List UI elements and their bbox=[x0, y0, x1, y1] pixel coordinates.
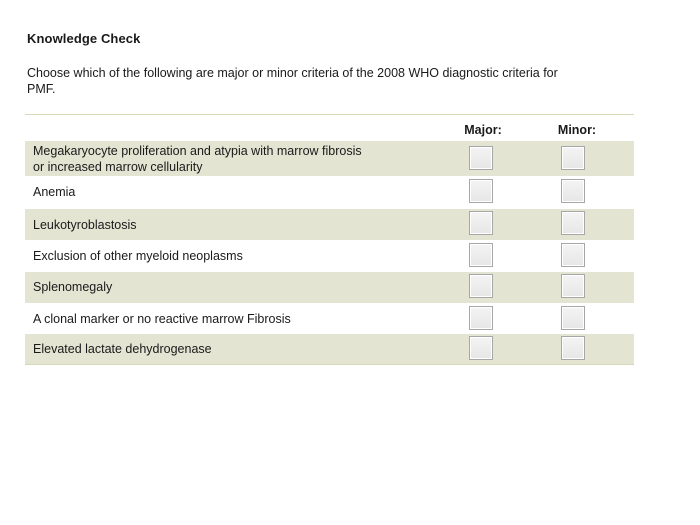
table-row bbox=[25, 240, 634, 272]
table-row bbox=[25, 141, 634, 176]
minor-checkbox[interactable] bbox=[561, 336, 585, 360]
table-row bbox=[25, 176, 634, 209]
major-checkbox[interactable] bbox=[469, 274, 493, 298]
major-column-header: Major: bbox=[464, 123, 502, 137]
criterion-label: Leukotyroblastosis bbox=[33, 218, 137, 232]
minor-checkbox[interactable] bbox=[561, 146, 585, 170]
major-checkbox[interactable] bbox=[469, 211, 493, 235]
minor-checkbox[interactable] bbox=[561, 211, 585, 235]
minor-checkbox[interactable] bbox=[561, 274, 585, 298]
criterion-label: Elevated lactate dehydrogenase bbox=[33, 342, 212, 356]
criteria-table bbox=[25, 114, 634, 365]
major-checkbox[interactable] bbox=[469, 336, 493, 360]
instructions-text: Choose which of the following are major or minor criteria of the 2008 WHO diagnostic criteria for PMF. bbox=[27, 66, 558, 96]
page-title: Knowledge Check bbox=[27, 31, 141, 46]
table-row bbox=[25, 272, 634, 303]
criterion-label: Anemia bbox=[33, 185, 76, 199]
major-checkbox[interactable] bbox=[469, 306, 493, 330]
criterion-label: Megakaryocyte proliferation and atypia with marrow fibrosis or increased marrow cellularity bbox=[33, 144, 362, 174]
major-checkbox[interactable] bbox=[469, 179, 493, 203]
major-checkbox[interactable] bbox=[469, 146, 493, 170]
table-row bbox=[25, 334, 634, 364]
criterion-label: A clonal marker or no reactive marrow Fibrosis bbox=[33, 312, 291, 326]
minor-checkbox[interactable] bbox=[561, 243, 585, 267]
major-checkbox[interactable] bbox=[469, 243, 493, 267]
criterion-label: Exclusion of other myeloid neoplasms bbox=[33, 249, 243, 263]
table-row bbox=[25, 303, 634, 334]
minor-column-header: Minor: bbox=[557, 123, 597, 137]
criterion-label: Splenomegaly bbox=[33, 280, 113, 294]
minor-checkbox[interactable] bbox=[561, 179, 585, 203]
table-row bbox=[25, 209, 634, 240]
minor-checkbox[interactable] bbox=[561, 306, 585, 330]
table-header bbox=[25, 115, 634, 141]
